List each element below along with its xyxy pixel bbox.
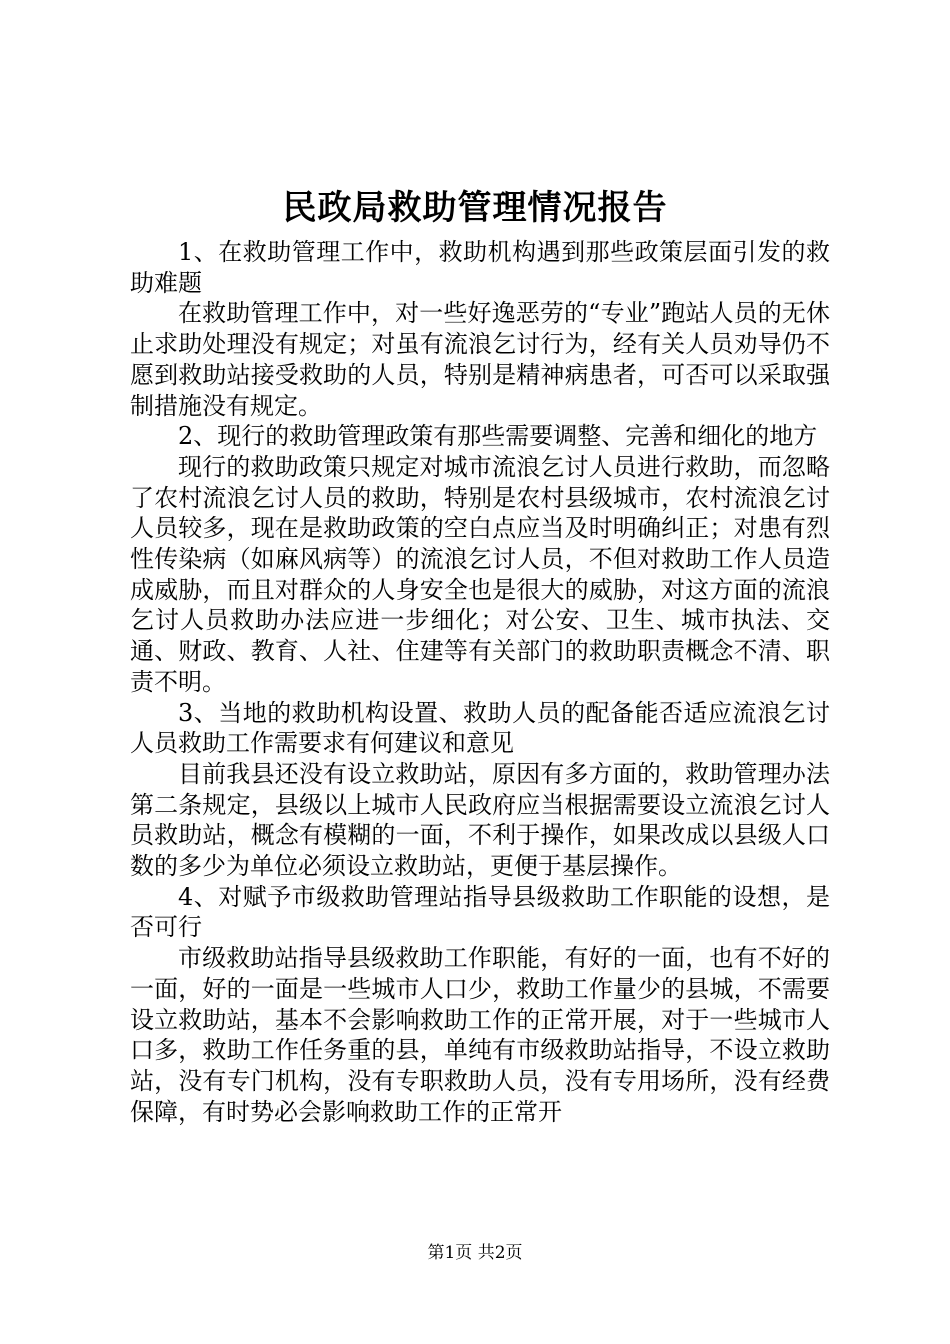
section-heading-4: 4、对赋予市级救助管理站指导县级救助工作职能的设想，是否可行 [130, 882, 830, 942]
section-heading-2: 2、现行的救助管理政策有那些需要调整、完善和细化的地方 [178, 422, 818, 451]
section-body-2: 现行的救助政策只规定对城市流浪乞讨人员进行救助，而忽略了农村流浪乞讨人员的救助，特别是农村县级城市，农村流浪乞讨人员较多，现在是救助政策的空白点应当及时明确纠正；对患有烈性传染病（如麻风病等）的流浪乞讨人员，不但对救助工作人员造成威胁，而且对群众的人身安全也是很大的威胁，对这方面的流浪乞讨人员救助办法应进一步细化；对公安、卫生、城市执法、交通、财政、教育、人社、住建等有关部门的救助职责概念不清、职责不明。 [130, 452, 830, 696]
section-body-4: 市级救助站指导县级救助工作职能，有好的一面，也有不好的一面，好的一面是一些城市人口少，救助工作量少的县城，不需要设立救助站，基本不会影响救助工作的正常开展，对于一些城市人口多，救助工作任务重的县，单纯有市级救助站指导，不设立救助站，没有专门机构，没有专职救助人员，没有专用场所，没有经费保障，有时势必会影响救助工作的正常开 [130, 944, 830, 1126]
document-body [130, 237, 830, 1127]
page-number: 第1页 共2页 [427, 1243, 523, 1263]
section-body-3: 目前我县还没有设立救助站，原因有多方面的，救助管理办法第二条规定，县级以上城市人民政府应当根据需要设立流浪乞讨人员救助站，概念有模糊的一面，不利于操作，如果改成以县级人口数的多少为单位必须设立救助站，更便于基层操作。 [130, 759, 830, 881]
document-title: 民政局救助管理情况报告 [282, 188, 668, 228]
section-body-1: 在救助管理工作中，对一些好逸恶劳的“专业”跑站人员的无休止求助处理没有规定；对虽有流浪乞讨行为，经有关人员劝导仍不愿到救助站接受救助的人员，特别是精神病患者，可否可以采取强制措施没有规定。 [130, 299, 830, 420]
section-heading-3: 3、当地的救助机构设置、救助人员的配备能否适应流浪乞讨人员救助工作需要求有何建议和意见 [130, 698, 830, 758]
section-heading-1: 1、在救助管理工作中，救助机构遇到那些政策层面引发的救助难题 [130, 238, 830, 297]
